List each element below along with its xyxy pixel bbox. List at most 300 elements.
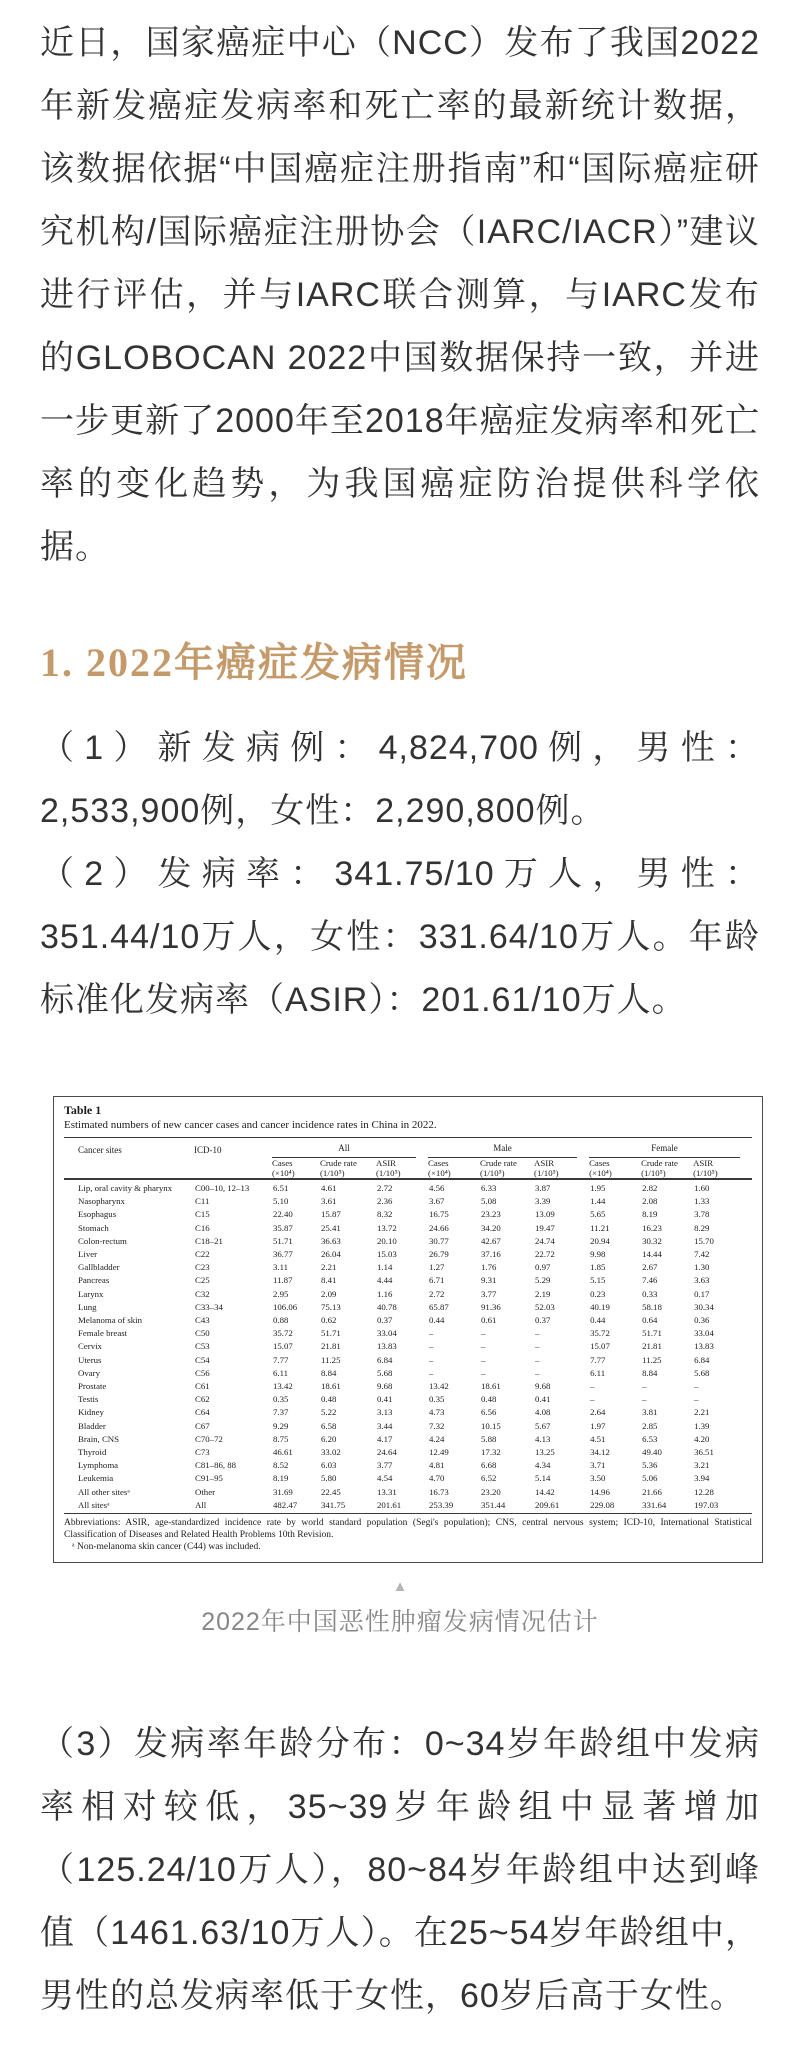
- value-cell: 2.21: [321, 1262, 337, 1273]
- value-cell: 1.39: [694, 1420, 710, 1431]
- table-row: [64, 1499, 752, 1514]
- value-cell: 0.61: [481, 1315, 497, 1326]
- value-cell: 4.61: [321, 1183, 337, 1193]
- value-cell: 35.72: [273, 1328, 293, 1339]
- value-cell: 4.81: [429, 1460, 445, 1471]
- value-cell: 6.58: [321, 1420, 337, 1431]
- value-cell: 5.67: [535, 1420, 551, 1431]
- value-cell: 20.10: [377, 1235, 397, 1246]
- value-cell: 3.63: [694, 1275, 710, 1286]
- value-cell: 0.62: [321, 1315, 337, 1326]
- value-cell: 6.56: [481, 1407, 497, 1418]
- cancer-site-cell: Female breast: [78, 1328, 128, 1339]
- value-cell: –: [535, 1367, 540, 1378]
- value-cell: C11: [195, 1196, 210, 1207]
- value-cell: C16: [195, 1222, 210, 1233]
- cancer-site-cell: Brain, CNS: [78, 1433, 120, 1444]
- stat-item-age-distribution: （3）发病率年龄分布：0~34岁年龄组中发病率相对较低，35~39岁年龄组中显著增加（125.24/10万人），80~84岁年龄组中达到峰值（1461.63/10万人）。在25~54岁年龄组中，男性的总发病率低于女性，60岁后高于女性。: [40, 1724, 760, 2015]
- value-cell: 58.18: [642, 1301, 662, 1312]
- table-footnote-marker: ᵃ Non-melanoma skin cancer (C44) was included.: [72, 1542, 261, 1553]
- cancer-site-cell: Kidney: [78, 1407, 104, 1418]
- value-cell: 3.50: [590, 1473, 606, 1484]
- table-footnote-abbreviations: Abbreviations: ASIR, age-standardized incidence rate by world standard population (Segi's population); CNS, central nervous system; ICD-10, International Statistical Classification of Diseases and Related Health Problems 10th Revision.: [64, 1518, 752, 1540]
- table-row: [64, 1288, 752, 1301]
- value-cell: 15.03: [377, 1249, 397, 1260]
- value-cell: 3.13: [377, 1407, 393, 1418]
- value-cell: 2.72: [377, 1183, 393, 1193]
- table-row: [64, 1208, 752, 1221]
- value-cell: 7.77: [590, 1354, 606, 1365]
- value-cell: 24.66: [429, 1222, 449, 1233]
- value-cell: C61: [195, 1381, 210, 1392]
- value-cell: 30.32: [642, 1235, 662, 1246]
- value-cell: 0.36: [694, 1315, 710, 1326]
- value-cell: 24.64: [377, 1447, 397, 1458]
- incidence-stats-block: [40, 717, 760, 1032]
- value-cell: 2.67: [642, 1262, 658, 1273]
- value-cell: 6.33: [481, 1183, 497, 1193]
- value-cell: C62: [195, 1394, 210, 1405]
- value-cell: 1.14: [377, 1262, 393, 1273]
- value-cell: C33–34: [195, 1301, 223, 1312]
- table-row: [64, 1380, 752, 1393]
- cancer-site-cell: Uterus: [78, 1354, 102, 1365]
- value-cell: C43: [195, 1315, 210, 1326]
- value-cell: 33.04: [377, 1328, 397, 1339]
- value-cell: 5.36: [642, 1460, 658, 1471]
- value-cell: –: [694, 1381, 699, 1392]
- column-group-all: All: [272, 1140, 428, 1158]
- value-cell: 2.21: [694, 1407, 710, 1418]
- value-cell: 13.42: [429, 1381, 449, 1392]
- table-row: [64, 1367, 752, 1380]
- value-cell: 25.41: [321, 1222, 341, 1233]
- value-cell: 5.68: [377, 1367, 393, 1378]
- value-cell: 2.08: [642, 1196, 658, 1207]
- value-cell: 4.08: [535, 1407, 551, 1418]
- value-cell: 8.32: [377, 1209, 393, 1220]
- value-cell: 12.28: [694, 1486, 714, 1497]
- table-title: Table 1: [64, 1103, 102, 1117]
- column-header-cancer-sites: Cancer sites: [78, 1145, 122, 1155]
- column-group-male: Male: [428, 1140, 589, 1158]
- table-subtitle: Estimated numbers of new cancer cases and cancer incidence rates in China in 2022.: [64, 1118, 752, 1138]
- value-cell: 9.31: [481, 1275, 497, 1286]
- value-cell: 16.23: [642, 1222, 662, 1233]
- cancer-site-cell: Cervix: [78, 1341, 102, 1352]
- value-cell: 21.66: [642, 1486, 662, 1497]
- value-cell: 8.84: [321, 1367, 337, 1378]
- table-row: [64, 1486, 752, 1499]
- table-row: [64, 1433, 752, 1446]
- cancer-site-cell: Bladder: [78, 1420, 106, 1431]
- table-row: [64, 1222, 752, 1235]
- value-cell: 3.61: [321, 1196, 337, 1207]
- table-row: [64, 1472, 752, 1485]
- value-cell: 5.65: [590, 1209, 606, 1220]
- value-cell: 34.20: [481, 1222, 501, 1233]
- value-cell: C54: [195, 1354, 210, 1365]
- value-cell: 4.17: [377, 1433, 393, 1444]
- value-cell: 4.34: [535, 1460, 551, 1471]
- value-cell: 3.94: [694, 1473, 710, 1484]
- value-cell: 24.74: [535, 1235, 555, 1246]
- value-cell: 2.09: [321, 1288, 337, 1299]
- value-cell: 34.12: [590, 1447, 610, 1458]
- cancer-site-cell: Ovary: [78, 1367, 100, 1378]
- value-cell: 51.71: [273, 1235, 293, 1246]
- value-cell: 6.53: [642, 1433, 658, 1444]
- value-cell: C32: [195, 1288, 210, 1299]
- value-cell: 209.61: [534, 1499, 589, 1514]
- value-cell: 3.77: [481, 1288, 497, 1299]
- table-row: [64, 1195, 752, 1208]
- value-cell: 4.70: [429, 1473, 445, 1484]
- value-cell: 18.61: [481, 1381, 501, 1392]
- value-cell: 7.37: [273, 1407, 289, 1418]
- value-cell: 13.72: [377, 1222, 397, 1233]
- value-cell: 18.61: [321, 1381, 341, 1392]
- cancer-site-cell: Stomach: [78, 1222, 109, 1233]
- value-cell: 5.88: [481, 1433, 497, 1444]
- value-cell: 17.32: [481, 1447, 501, 1458]
- value-cell: 3.81: [642, 1407, 658, 1418]
- value-cell: –: [694, 1394, 699, 1405]
- value-cell: 23.23: [481, 1209, 501, 1220]
- value-cell: C25: [195, 1275, 210, 1286]
- value-cell: 6.68: [481, 1460, 497, 1471]
- value-cell: 4.51: [590, 1433, 606, 1444]
- table-row: [64, 1340, 752, 1353]
- value-cell: 4.20: [694, 1433, 710, 1444]
- value-cell: 8.19: [273, 1473, 289, 1484]
- value-cell: 3.87: [535, 1183, 551, 1193]
- value-cell: 13.83: [694, 1341, 714, 1352]
- subheader-cases-female: Cases (×10⁴): [589, 1158, 641, 1179]
- value-cell: 0.37: [535, 1315, 551, 1326]
- value-cell: 8.29: [694, 1222, 710, 1233]
- value-cell: 8.84: [642, 1367, 658, 1378]
- value-cell: 4.44: [377, 1275, 393, 1286]
- value-cell: 2.72: [429, 1288, 445, 1299]
- value-cell: 1.30: [694, 1262, 710, 1273]
- value-cell: 7.77: [273, 1354, 289, 1365]
- value-cell: 11.25: [642, 1354, 662, 1365]
- value-cell: 6.20: [321, 1433, 337, 1444]
- value-cell: 0.35: [429, 1394, 445, 1405]
- value-cell: C15: [195, 1209, 210, 1220]
- table-row: [64, 1261, 752, 1274]
- value-cell: C70–72: [195, 1433, 223, 1444]
- value-cell: C64: [195, 1407, 210, 1418]
- value-cell: 4.24: [429, 1433, 445, 1444]
- section-heading-1: 1. 2022年癌症发病情况: [40, 640, 468, 685]
- value-cell: 8.19: [642, 1209, 658, 1220]
- value-cell: 4.54: [377, 1473, 393, 1484]
- value-cell: 5.14: [535, 1473, 551, 1484]
- value-cell: 0.23: [590, 1288, 606, 1299]
- value-cell: –: [429, 1341, 434, 1352]
- column-group-female: Female: [589, 1140, 752, 1158]
- value-cell: 2.64: [590, 1407, 606, 1418]
- value-cell: 3.78: [694, 1209, 710, 1220]
- value-cell: 4.13: [535, 1433, 551, 1444]
- cancer-site-cell: All sitesᵃ: [64, 1499, 194, 1514]
- table-group-header-row: [64, 1140, 752, 1158]
- table1-figure: [53, 1096, 763, 1563]
- value-cell: 5.15: [590, 1275, 606, 1286]
- value-cell: 253.39: [428, 1499, 480, 1514]
- value-cell: 1.60: [694, 1183, 710, 1193]
- value-cell: 331.64: [641, 1499, 693, 1514]
- value-cell: All: [194, 1499, 272, 1514]
- value-cell: 1.97: [590, 1420, 606, 1431]
- cancer-site-cell: Thyroid: [78, 1447, 107, 1458]
- value-cell: –: [535, 1354, 540, 1365]
- cancer-site-cell: Liver: [78, 1249, 98, 1260]
- value-cell: 6.71: [429, 1275, 445, 1286]
- column-header-icd10: ICD-10: [194, 1145, 222, 1155]
- value-cell: 11.87: [273, 1275, 293, 1286]
- value-cell: 26.79: [429, 1249, 449, 1260]
- value-cell: 14.44: [642, 1249, 662, 1260]
- value-cell: 0.97: [535, 1262, 551, 1273]
- value-cell: 3.77: [377, 1460, 393, 1471]
- value-cell: 5.68: [694, 1367, 710, 1378]
- value-cell: 6.03: [321, 1460, 337, 1471]
- value-cell: 1.16: [377, 1288, 393, 1299]
- value-cell: –: [642, 1394, 647, 1405]
- stat-item-incidence-rate: （2）发病率：341.75/10万人，男性：351.44/10万人，女性：331.64/10万人。年龄标准化发病率（ASIR）：201.61/10万人。: [40, 855, 760, 1019]
- table-row: [64, 1354, 752, 1367]
- cancer-site-cell: Testis: [78, 1394, 99, 1405]
- value-cell: 0.41: [535, 1394, 551, 1405]
- value-cell: 0.35: [273, 1394, 289, 1405]
- stat-item-new-cases: （1）新发病例：4,824,700例，男性：2,533,900例，女性：2,290,800例。: [40, 729, 760, 830]
- value-cell: 3.67: [429, 1196, 445, 1207]
- value-cell: 22.45: [321, 1486, 341, 1497]
- value-cell: 0.37: [377, 1315, 393, 1326]
- value-cell: 6.84: [377, 1354, 393, 1365]
- value-cell: 106.06: [273, 1301, 298, 1312]
- cancer-site-cell: Nasopharynx: [78, 1196, 125, 1207]
- value-cell: 15.87: [321, 1209, 341, 1220]
- value-cell: 35.72: [590, 1328, 610, 1339]
- value-cell: 21.81: [642, 1341, 662, 1352]
- value-cell: 7.32: [429, 1420, 445, 1431]
- value-cell: 8.75: [273, 1433, 289, 1444]
- value-cell: 40.78: [377, 1301, 397, 1312]
- table-row: [64, 1314, 752, 1327]
- value-cell: 351.44: [480, 1499, 534, 1514]
- value-cell: 14.96: [590, 1486, 610, 1497]
- value-cell: 5.10: [273, 1196, 289, 1207]
- intro-paragraph: 近日，国家癌症中心（NCC）发布了我国2022年新发癌症发病率和死亡率的最新统计数据，该数据依据“中国癌症注册指南”和“国际癌症研究机构/国际癌症注册协会（IARC/IACR）”建议进行评估，并与IARC联合测算，与IARC发布的GLOBOCAN 2022中国数据保持一致，并进一步更新了2000年至2018年癌症发病率和死亡率的变化趋势，为我国癌症防治提供科学依据。: [40, 24, 760, 566]
- value-cell: –: [535, 1341, 540, 1352]
- value-cell: 75.13: [321, 1301, 341, 1312]
- value-cell: 16.75: [429, 1209, 449, 1220]
- value-cell: 30.34: [694, 1301, 714, 1312]
- table-row: [64, 1235, 752, 1248]
- value-cell: 229.08: [589, 1499, 641, 1514]
- value-cell: 13.83: [377, 1341, 397, 1352]
- value-cell: 5.06: [642, 1473, 658, 1484]
- value-cell: 22.72: [535, 1249, 555, 1260]
- value-cell: 0.88: [273, 1315, 289, 1326]
- subheader-asir-female: ASIR (1/10⁵): [693, 1158, 752, 1179]
- value-cell: 197.03: [693, 1499, 752, 1514]
- value-cell: –: [590, 1381, 595, 1392]
- collapse-triangle-icon: ▲: [392, 1577, 408, 1595]
- value-cell: Other: [195, 1486, 216, 1497]
- value-cell: 5.80: [321, 1473, 337, 1484]
- table-row: [64, 1459, 752, 1472]
- table-row: [64, 1327, 752, 1340]
- value-cell: 15.70: [694, 1235, 714, 1246]
- table-row: [64, 1420, 752, 1433]
- value-cell: 9.29: [273, 1420, 289, 1431]
- value-cell: C67: [195, 1420, 210, 1431]
- value-cell: –: [642, 1381, 647, 1392]
- value-cell: C18–21: [195, 1235, 223, 1246]
- value-cell: 20.94: [590, 1235, 610, 1246]
- value-cell: 0.48: [321, 1394, 337, 1405]
- subheader-asir-male: ASIR (1/10⁵): [534, 1158, 589, 1179]
- subheader-asir-all: ASIR (1/10⁵): [376, 1158, 428, 1179]
- value-cell: –: [481, 1341, 486, 1352]
- value-cell: 12.49: [429, 1447, 449, 1458]
- value-cell: 482.47: [272, 1499, 320, 1514]
- value-cell: –: [429, 1354, 434, 1365]
- value-cell: 36.63: [321, 1235, 341, 1246]
- value-cell: 2.85: [642, 1420, 658, 1431]
- value-cell: 3.71: [590, 1460, 606, 1471]
- value-cell: 23.20: [481, 1486, 501, 1497]
- cancer-site-cell: Gallbladder: [78, 1262, 120, 1273]
- value-cell: 14.42: [535, 1486, 555, 1497]
- cancer-incidence-table: [64, 1140, 752, 1514]
- subheader-crude-male: Crude rate (1/10⁵): [480, 1158, 534, 1179]
- cancer-site-cell: Lymphoma: [78, 1460, 119, 1471]
- value-cell: 49.40: [642, 1447, 662, 1458]
- value-cell: C91–95: [195, 1473, 223, 1484]
- value-cell: 7.42: [694, 1249, 710, 1260]
- table-row: [64, 1248, 752, 1261]
- value-cell: 3.21: [694, 1460, 710, 1471]
- value-cell: 5.08: [481, 1196, 497, 1207]
- value-cell: 3.39: [535, 1196, 551, 1207]
- value-cell: 31.69: [273, 1486, 293, 1497]
- value-cell: 5.29: [535, 1275, 551, 1286]
- value-cell: 13.09: [535, 1209, 555, 1220]
- value-cell: C56: [195, 1367, 210, 1378]
- cancer-site-cell: Lung: [78, 1301, 97, 1312]
- figure-caption: 2022年中国恶性肿瘤发病情况估计: [201, 1607, 599, 1636]
- value-cell: 9.98: [590, 1249, 606, 1260]
- value-cell: 1.27: [429, 1262, 445, 1273]
- value-cell: 341.75: [320, 1499, 376, 1514]
- value-cell: C81–86, 88: [195, 1460, 237, 1471]
- value-cell: –: [481, 1328, 486, 1339]
- subheader-crude-all: Crude rate (1/10⁵): [320, 1158, 376, 1179]
- value-cell: C73: [195, 1447, 210, 1458]
- value-cell: –: [535, 1328, 540, 1339]
- table-body: [64, 1179, 752, 1514]
- subheader-cases-male: Cases (×10⁴): [428, 1158, 480, 1179]
- value-cell: 4.56: [429, 1183, 445, 1193]
- value-cell: 26.04: [321, 1249, 341, 1260]
- value-cell: 65.87: [429, 1301, 449, 1312]
- cancer-site-cell: Leukemia: [78, 1473, 114, 1484]
- value-cell: 6.84: [694, 1354, 710, 1365]
- value-cell: 11.25: [321, 1354, 341, 1365]
- value-cell: –: [429, 1367, 434, 1378]
- value-cell: 22.40: [273, 1209, 293, 1220]
- value-cell: 11.21: [590, 1222, 610, 1233]
- value-cell: 0.48: [481, 1394, 497, 1405]
- value-cell: 46.61: [273, 1447, 293, 1458]
- table-row: [64, 1301, 752, 1314]
- value-cell: 13.25: [535, 1447, 555, 1458]
- value-cell: 0.17: [694, 1288, 710, 1299]
- value-cell: 6.11: [590, 1367, 606, 1378]
- value-cell: 2.95: [273, 1288, 289, 1299]
- value-cell: C00–10, 12–13: [195, 1183, 250, 1193]
- value-cell: 2.36: [377, 1196, 393, 1207]
- cancer-site-cell: Lip, oral cavity & pharynx: [78, 1183, 173, 1193]
- cancer-site-cell: Esophagus: [78, 1209, 117, 1220]
- value-cell: C22: [195, 1249, 210, 1260]
- value-cell: 0.44: [429, 1315, 445, 1326]
- value-cell: C53: [195, 1341, 210, 1352]
- table-row: [64, 1446, 752, 1459]
- value-cell: C50: [195, 1328, 210, 1339]
- value-cell: 30.77: [429, 1235, 449, 1246]
- value-cell: 201.61: [376, 1499, 428, 1514]
- subheader-crude-female: Crude rate (1/10⁵): [641, 1158, 693, 1179]
- table-row: [64, 1393, 752, 1406]
- value-cell: 0.44: [590, 1315, 606, 1326]
- value-cell: 3.11: [273, 1262, 289, 1273]
- value-cell: 35.87: [273, 1222, 293, 1233]
- value-cell: 1.95: [590, 1183, 606, 1193]
- value-cell: 33.02: [321, 1447, 341, 1458]
- value-cell: 0.41: [377, 1394, 393, 1405]
- value-cell: 9.68: [377, 1381, 393, 1392]
- value-cell: –: [481, 1354, 486, 1365]
- value-cell: 21.81: [321, 1341, 341, 1352]
- value-cell: 13.31: [377, 1486, 397, 1497]
- value-cell: 10.15: [481, 1420, 501, 1431]
- value-cell: 13.42: [273, 1381, 293, 1392]
- table-row: [64, 1406, 752, 1419]
- value-cell: 8.41: [321, 1275, 337, 1286]
- table-row: [64, 1274, 752, 1287]
- value-cell: 8.52: [273, 1460, 289, 1471]
- value-cell: 37.16: [481, 1249, 501, 1260]
- value-cell: 3.44: [377, 1420, 393, 1431]
- value-cell: 40.19: [590, 1301, 610, 1312]
- value-cell: 19.47: [535, 1222, 555, 1233]
- value-cell: 2.82: [642, 1183, 658, 1193]
- table-row: [64, 1179, 752, 1195]
- value-cell: 15.07: [590, 1341, 610, 1352]
- value-cell: 0.33: [642, 1288, 658, 1299]
- value-cell: 1.44: [590, 1196, 606, 1207]
- value-cell: 6.52: [481, 1473, 497, 1484]
- value-cell: 51.71: [321, 1328, 341, 1339]
- value-cell: –: [429, 1328, 434, 1339]
